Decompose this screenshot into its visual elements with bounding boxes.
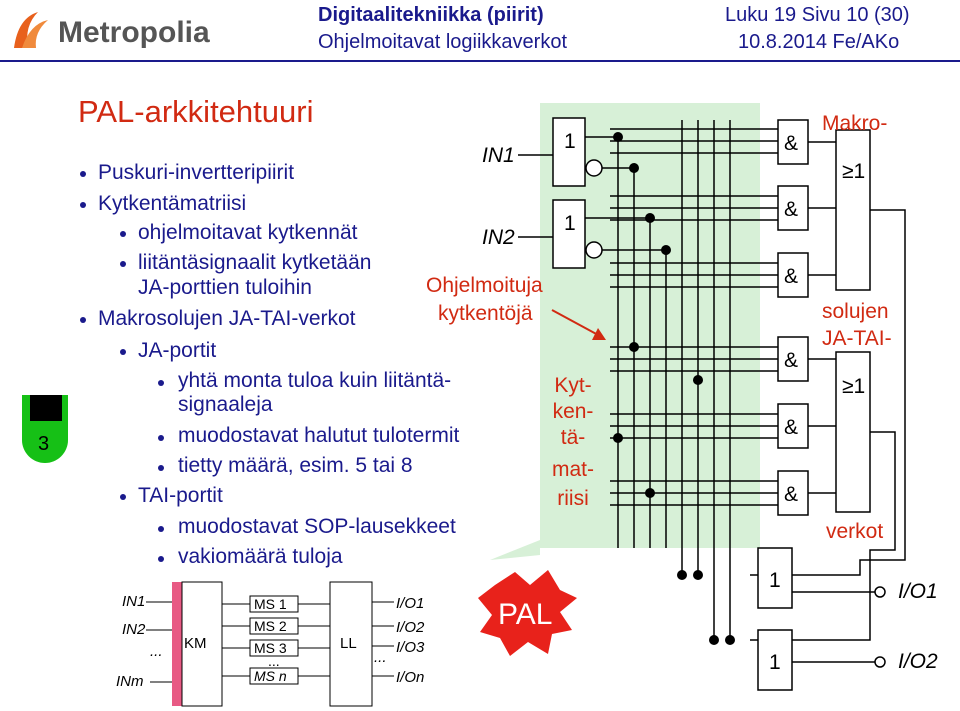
svg-text:MS n: MS n xyxy=(254,668,287,684)
date-author: 10.8.2014 Fe/AKo xyxy=(738,31,900,53)
bullet-item-cont: JA-porttien tuloihin xyxy=(138,276,312,299)
svg-text:&: & xyxy=(784,132,799,155)
svg-text:MS 3: MS 3 xyxy=(254,640,287,656)
page-indicator: Luku 19 Sivu 10 (30) xyxy=(725,4,910,26)
mini-ms-labels xyxy=(254,596,287,684)
svg-text:&: & xyxy=(784,349,799,372)
output-buffer-label: 1 xyxy=(769,651,781,674)
svg-text:tä-: tä- xyxy=(560,426,586,449)
inverter-bubble xyxy=(586,242,602,258)
logo-text: Metropolia xyxy=(58,16,210,49)
mini-ll-label: LL xyxy=(340,635,357,652)
bullet-item: muodostavat SOP-lausekkeet xyxy=(178,515,456,538)
svg-text:MS 2: MS 2 xyxy=(254,618,287,634)
output-label: I/O1 xyxy=(898,580,938,603)
or-gate xyxy=(836,130,870,290)
mini-io-labels xyxy=(374,595,425,686)
svg-text:MS 1: MS 1 xyxy=(254,596,287,612)
svg-text:&: & xyxy=(784,265,799,288)
bullet-item: TAI-portit xyxy=(138,484,223,507)
bullet-item: muodostavat halutut tulotermit xyxy=(178,424,460,447)
bullet-item: tietty määrä, esim. 5 tai 8 xyxy=(178,454,413,477)
svg-text:IN2: IN2 xyxy=(122,621,146,638)
svg-text:riisi: riisi xyxy=(557,487,589,510)
inverter-bubble xyxy=(586,160,602,176)
programmable-note: kytkentöjä xyxy=(438,302,533,325)
slide-title: PAL-arkkitehtuuri xyxy=(78,94,314,129)
svg-text:Kyt-: Kyt- xyxy=(554,374,592,397)
output-label: I/O2 xyxy=(898,650,938,673)
macro-label: verkot xyxy=(826,520,884,543)
output-buffer-label: 1 xyxy=(769,569,781,592)
bullet-item: liitäntäsignaalit kytketään xyxy=(138,251,372,274)
or-gate-label: ≥1 xyxy=(842,160,866,183)
svg-text:I/O3: I/O3 xyxy=(396,639,425,656)
svg-text:...: ... xyxy=(374,649,387,666)
course-title: Digitaalitekniikka (piirit) xyxy=(318,4,544,26)
macro-label: JA-TAI- xyxy=(822,327,892,350)
svg-text:...: ... xyxy=(268,653,280,669)
bullet-item: Kytkentämatriisi xyxy=(98,192,247,215)
course-subtitle: Ohjelmoitavat logiikkaverkot xyxy=(318,31,567,53)
mini-km-label: KM xyxy=(184,635,207,652)
mini-input-wires xyxy=(146,602,172,682)
pal-label: PAL xyxy=(498,598,553,631)
and-gates xyxy=(778,120,808,515)
bullet-item: Makrosolujen JA-TAI-verkot xyxy=(98,307,356,330)
input-label: IN2 xyxy=(482,226,515,249)
svg-text:&: & xyxy=(784,483,799,506)
mini-block-diagram xyxy=(110,578,570,708)
svg-text:...: ... xyxy=(150,643,163,660)
output-pin xyxy=(875,587,885,597)
bullet-item: yhtä monta tuloa kuin liitäntä- xyxy=(178,369,452,392)
side-tab-number: 3 xyxy=(38,433,50,455)
svg-text:I/O2: I/O2 xyxy=(396,619,425,636)
mini-km-block xyxy=(172,582,182,706)
svg-text:&: & xyxy=(784,416,799,439)
svg-text:IN1: IN1 xyxy=(122,593,146,610)
input-label: IN1 xyxy=(482,144,515,167)
svg-text:I/On: I/On xyxy=(396,669,425,686)
bullet-item: Puskuri-invertteripiirit xyxy=(98,161,295,184)
output-pin xyxy=(875,657,885,667)
programmable-note: Ohjelmoituja xyxy=(426,274,543,297)
macro-label: Makro- xyxy=(822,112,888,135)
bullet-item: JA-portit xyxy=(138,339,217,362)
macro-label: solujen xyxy=(822,300,889,323)
bullet-item-cont: signaaleja xyxy=(178,393,273,416)
svg-text:mat-: mat- xyxy=(552,458,594,481)
buffer-gate-label: 1 xyxy=(564,212,576,235)
mini-input-labels xyxy=(116,593,163,690)
or-gate-label: ≥1 xyxy=(842,375,866,398)
bullet-item: ohjelmoitavat kytkennät xyxy=(138,221,358,244)
svg-text:INm: INm xyxy=(116,673,144,690)
svg-text:ken-: ken- xyxy=(552,400,594,423)
svg-text:&: & xyxy=(784,198,799,221)
buffer-gate-label: 1 xyxy=(564,130,576,153)
bullet-item: vakiomäärä tuloja xyxy=(178,545,343,568)
svg-text:I/O1: I/O1 xyxy=(396,595,425,612)
